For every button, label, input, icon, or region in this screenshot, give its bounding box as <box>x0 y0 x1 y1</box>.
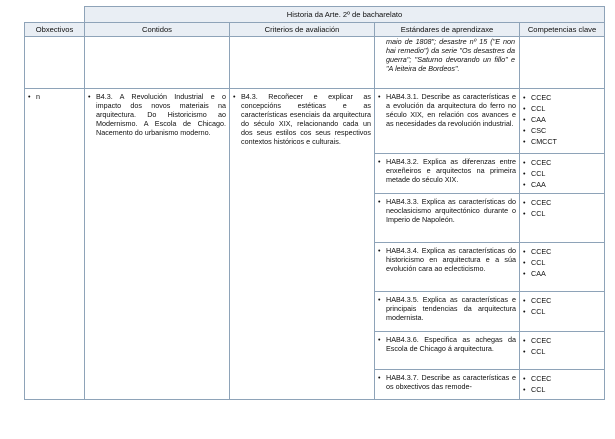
competence-item: • CAA <box>523 268 601 279</box>
competence-item: • CCEC <box>523 92 601 103</box>
competence-item: • CCEC <box>523 295 601 306</box>
competence-list <box>520 332 604 359</box>
curriculum-page <box>24 6 604 418</box>
header-criterios: Criterios de avaliación <box>230 23 375 37</box>
competence-item: • CCL <box>523 168 601 179</box>
competence-item: • CCL <box>523 384 601 395</box>
competence-item: • CCL <box>523 257 601 268</box>
competence-item: • CMCCT <box>523 136 601 147</box>
standard-item: • HAB4.3.4. Explica as características do historicismo en arquitectura e a súa evolución cara ao eclecticismo. <box>378 246 516 273</box>
competence-list <box>520 89 604 149</box>
objective-item: • n <box>28 92 81 101</box>
header-obxectivos: Obxectivos <box>25 23 85 37</box>
header-contidos: Contidos <box>85 23 230 37</box>
content-item: • B4.3. A Revolución Industrial e o impacto dos novos materiais na arquitectura. Do Historicismo ao Modernismo. A Escola de Chicago. Nacemento do urbanismo moderno. <box>88 92 226 137</box>
continuation-text: maio de 1808"; desastre nº 15 ("E non hai remedio") da serie "Os desastres da guerra"; "Saturno devorando un fillo" e "A leiteira de Bordeos". <box>386 37 515 74</box>
competence-item: • CAA <box>523 114 601 125</box>
table-row <box>25 89 605 154</box>
competence-item: • CSC <box>523 125 601 136</box>
header-estandares: Estándares de aprendizaxe <box>375 23 520 37</box>
standard-item: • HAB4.3.7. Describe as características e os obxectivos das remode- <box>378 373 516 391</box>
criterion-item: • B4.3. Recoñecer e explicar as concepcións estéticas e as características esenciais da arquitectura do século XIX, relacionando cada un dos seus estilos cos seus respectivos contextos históricos e culturais. <box>233 92 371 147</box>
header-competencias: Competencias clave <box>520 23 605 37</box>
competence-item: • CCL <box>523 306 601 317</box>
competence-list <box>520 243 604 281</box>
competence-list <box>520 370 604 397</box>
competence-list <box>520 194 604 221</box>
curriculum-table <box>24 6 605 400</box>
standard-item: • HAB4.3.6. Especifica as achegas da Escola de Chicago á arquitectura. <box>378 335 516 353</box>
competence-item: • CAA <box>523 179 601 190</box>
competence-item: • CCL <box>523 208 601 219</box>
competence-item: • CCEC <box>523 197 601 208</box>
competence-item: • CCEC <box>523 335 601 346</box>
competence-item: • CCEC <box>523 246 601 257</box>
standard-item: • HAB4.3.1. Describe as características e a evolución da arquitectura do ferro no século XIX, en relación cos avances e as necesidades da revolución industrial. <box>378 92 516 128</box>
competence-list <box>520 154 604 192</box>
competence-item: • CCL <box>523 103 601 114</box>
standard-item: • HAB4.3.2. Explica as diferenzas entre enxeñeiros e arquitectos na primeira metade do século XIX. <box>378 157 516 184</box>
competence-item: • CCL <box>523 346 601 357</box>
continuation-row <box>25 37 605 89</box>
standard-item: • HAB4.3.5. Explica as características e principais tendencias da arquitectura modernista. <box>378 295 516 322</box>
competence-item: • CCEC <box>523 157 601 168</box>
standard-item: • HAB4.3.3. Explica as características do neoclasicismo arquitectónico durante o Imperio de Napoleón. <box>378 197 516 224</box>
table-title: Historia da Arte. 2º de bacharelato <box>85 7 605 23</box>
competence-item: • CCEC <box>523 373 601 384</box>
competence-list <box>520 292 604 319</box>
